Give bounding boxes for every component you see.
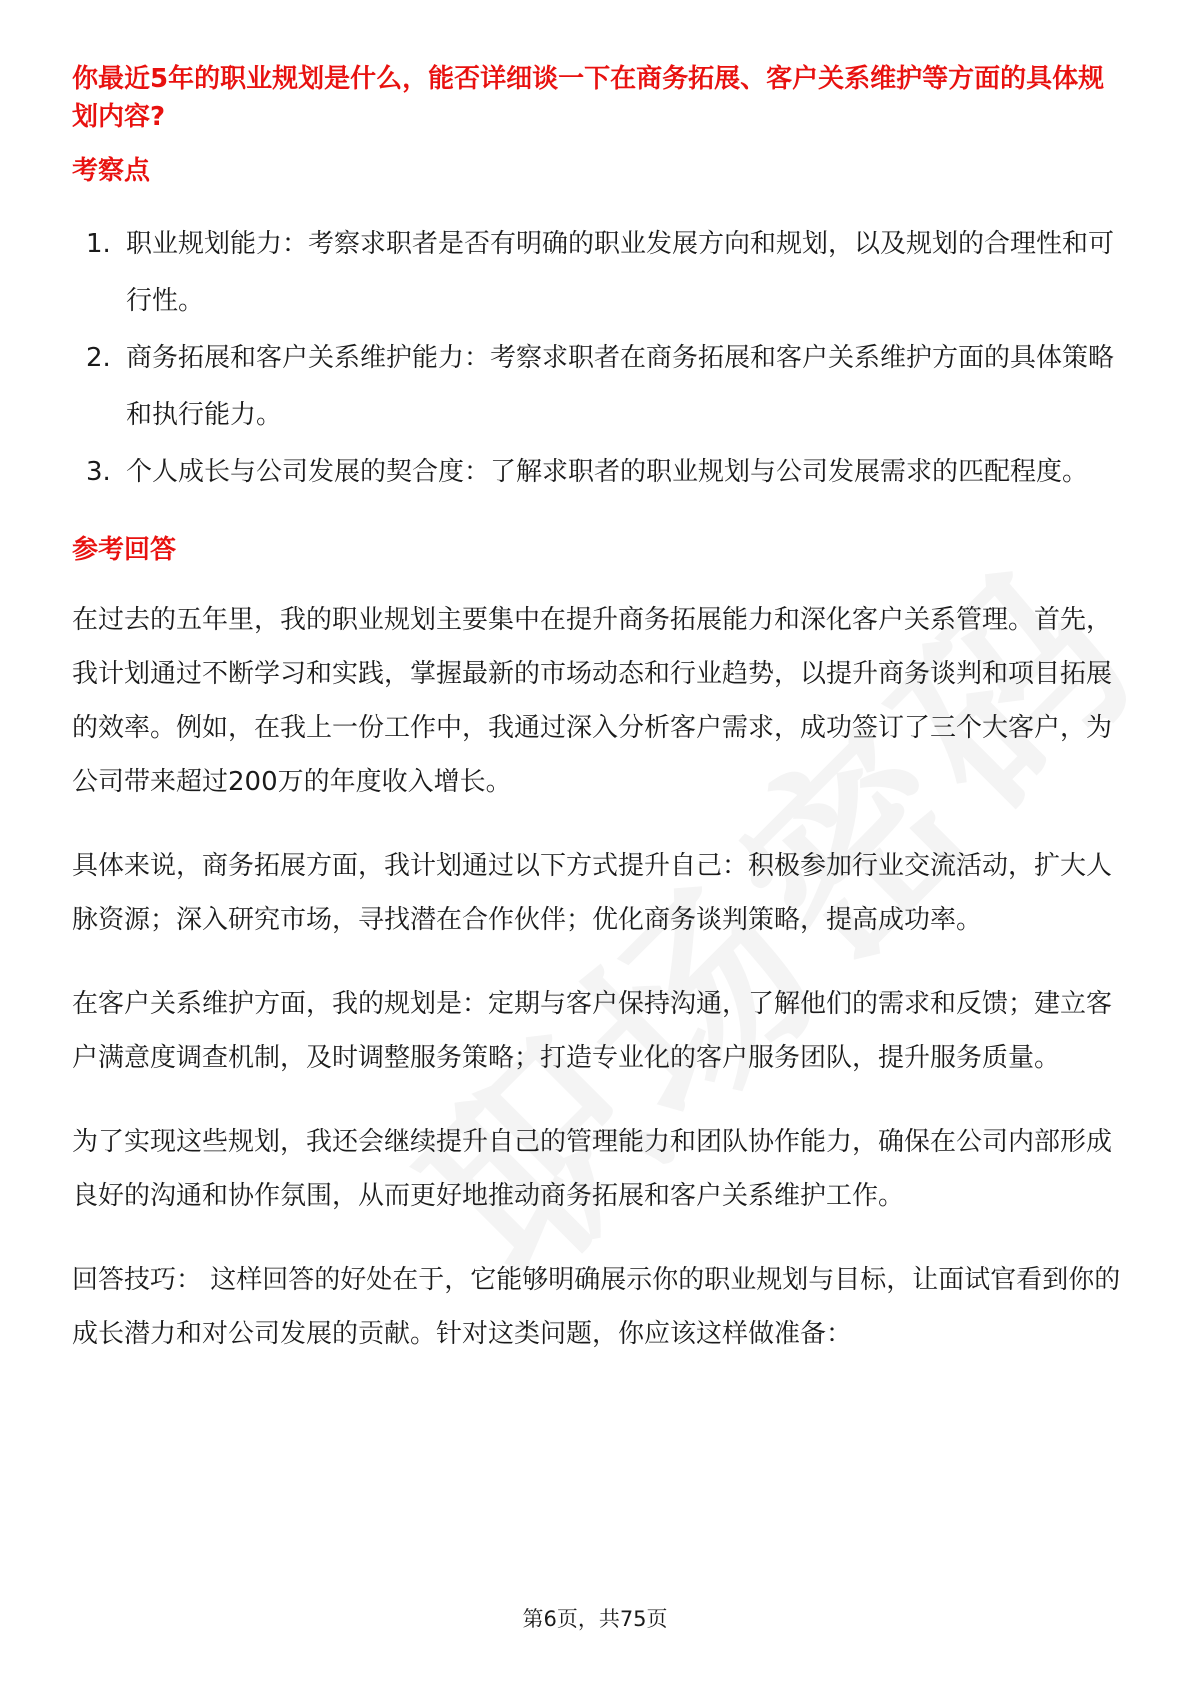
answer-paragraph: 在客户关系维护方面，我的规划是：定期与客户保持沟通，了解他们的需求和反馈；建立客户满意度调查机制，及时调整服务策略；打造专业化的客户服务团队，提升服务质量。 [72, 989, 1113, 1073]
list-item-number: 1. [86, 229, 111, 259]
points-list [72, 216, 1122, 501]
answer-section-title: 参考回答 [72, 535, 177, 565]
answer-paragraph: 具体来说，商务拓展方面，我计划通过以下方式提升自己：积极参加行业交流活动，扩大人脉资源；深入研究市场，寻找潜在合作伙伴；优化商务谈判策略，提高成功率。 [72, 851, 1113, 935]
document-page [72, 60, 1122, 1361]
answer-paragraph: 在过去的五年里，我的职业规划主要集中在提升商务拓展能力和深化客户关系管理。首先，我计划通过不断学习和实践，掌握最新的市场动态和行业趋势，以提升商务谈判和项目拓展的效率。例如，在我上一份工作中，我通过深入分析客户需求，成功签订了三个大客户，为公司带来超过200万的年度收入增长。 [72, 605, 1113, 797]
list-item-text: 职业规划能力：考察求职者是否有明确的职业发展方向和规划，以及规划的合理性和可行性。 [126, 229, 1115, 316]
page-number-footer: 第6页，共75页 [522, 1607, 668, 1631]
list-item [72, 330, 1122, 444]
answer-paragraph: 为了实现这些规划，我还会继续提升自己的管理能力和团队协作能力，确保在公司内部形成良好的沟通和协作氛围，从而更好地推动商务拓展和客户关系维护工作。 [72, 1127, 1113, 1211]
list-item [72, 216, 1122, 330]
list-item [72, 444, 1122, 501]
list-item-number: 3. [86, 457, 111, 487]
points-section-title: 考察点 [72, 156, 151, 186]
question-heading: 你最近5年的职业规划是什么，能否详细谈一下在商务拓展、客户关系维护等方面的具体规划内容? [72, 64, 1105, 132]
list-item-text: 个人成长与公司发展的契合度：了解求职者的职业规划与公司发展需求的匹配程度。 [126, 457, 1089, 487]
answer-tips-paragraph: 回答技巧： 这样回答的好处在于，它能够明确展示你的职业规划与目标，让面试官看到你的成长潜力和对公司发展的贡献。针对这类问题，你应该这样做准备： [72, 1265, 1121, 1349]
list-item-number: 2. [86, 343, 111, 373]
list-item-text: 商务拓展和客户关系维护能力：考察求职者在商务拓展和客户关系维护方面的具体策略和执行能力。 [126, 343, 1115, 430]
